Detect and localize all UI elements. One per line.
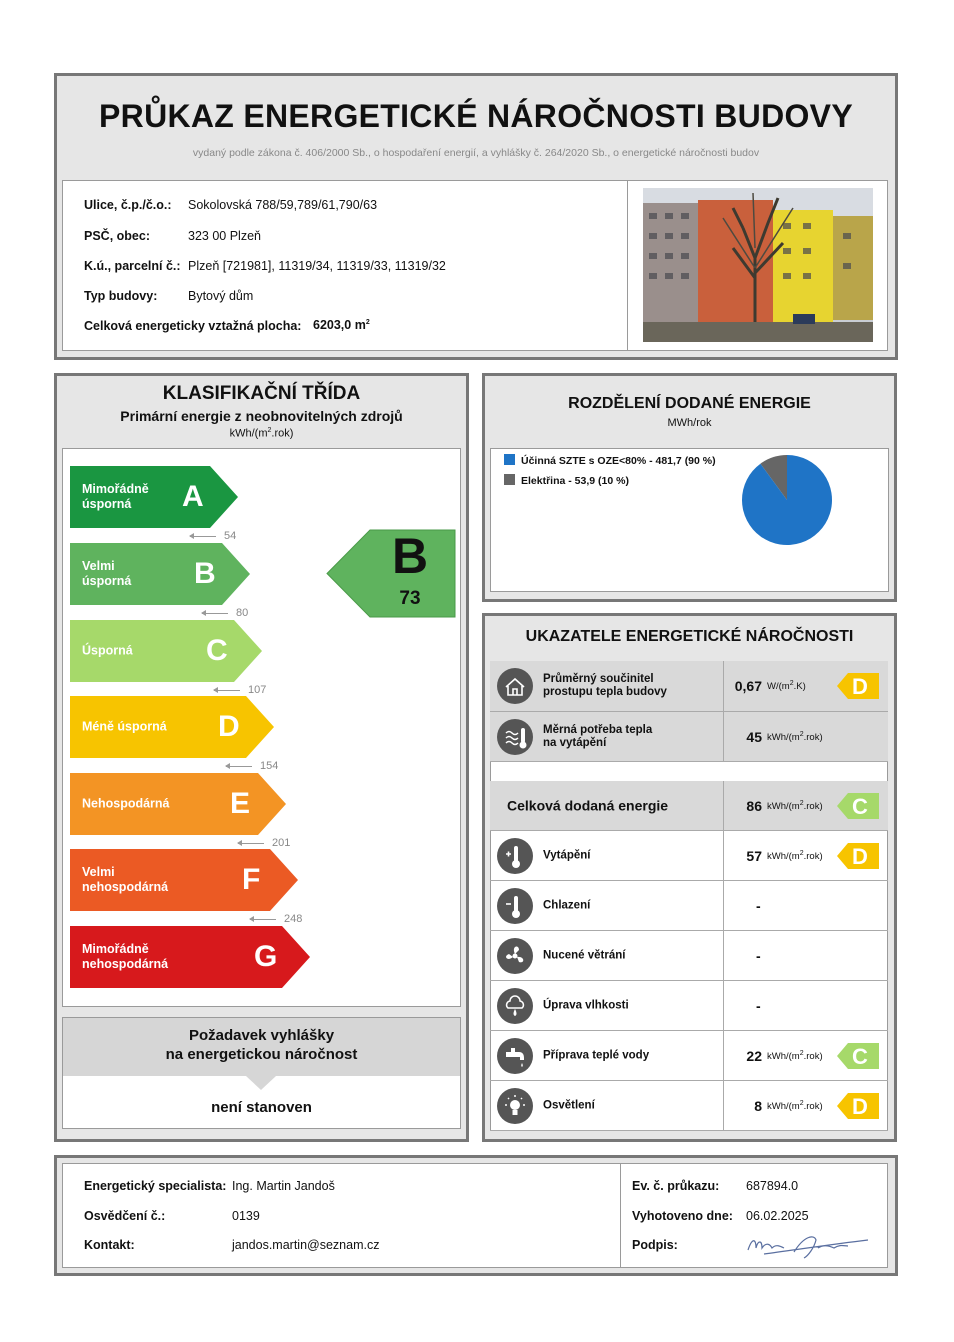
indicator-name: Úprava vlhkosti — [543, 999, 629, 1011]
parcel-label: K.ú., parcelní č.: — [84, 259, 181, 273]
column-divider — [723, 781, 724, 830]
energy-class-letter: E — [230, 787, 251, 820]
classification-title: KLASIFIKAČNÍ TŘÍDA — [162, 383, 361, 404]
area-value: 6203,0 $m^2$ — [313, 318, 370, 332]
indicator-unit: kWh/$(m^2.rok)$ — [767, 799, 823, 812]
class-threshold: 248 — [250, 913, 302, 925]
indicator-row — [490, 1031, 888, 1081]
column-divider — [723, 1031, 724, 1080]
column-divider — [723, 831, 724, 880]
energy-class-letter: B — [194, 557, 216, 590]
faucet-icon — [497, 1038, 533, 1074]
class-badge: C — [837, 793, 879, 819]
indicator-row — [490, 831, 888, 881]
building-type-value: Bytový dům — [188, 289, 254, 303]
cloud-drop-icon — [497, 988, 533, 1024]
issue-date-label: Vyhotoveno dne: — [632, 1209, 733, 1223]
class-threshold: 107 — [214, 684, 266, 696]
indicator-value: 0,67 — [734, 678, 762, 694]
indicator-unit: $W/(m^2.K)$ — [767, 679, 806, 693]
ev-number-label: Ev. č. průkazu: — [632, 1179, 720, 1193]
indicator-row — [490, 1081, 888, 1131]
indicator-unit: kWh/$(m^2.rok)$ — [767, 849, 823, 862]
document-subtitle: vydaný podle zákona č. 406/2000 Sb., o hospodaření energií, a vyhlášky č. 264/2020 Sb., o energetické náročnosti budov — [192, 147, 760, 159]
signature-label: Podpis: — [632, 1238, 678, 1252]
contact-value[interactable]: jandos.martin@seznam.cz — [232, 1238, 380, 1252]
distribution-unit: MWh/rok — [667, 417, 712, 429]
house-icon — [497, 668, 533, 704]
indicator-value: 57 — [746, 847, 762, 864]
building-type-label: Typ budovy: — [84, 289, 158, 303]
column-divider — [723, 981, 724, 1030]
requirement-title-line1: Požadavek vyhlášky — [188, 1027, 335, 1044]
energy-class-label: Nehospodárná — [82, 796, 170, 811]
indicator-name: Chlazení — [543, 899, 591, 911]
thermometer-minus-icon — [497, 888, 533, 924]
certificate-value: 0139 — [232, 1209, 260, 1223]
energy-class-f — [70, 849, 298, 911]
class-threshold: 154 — [226, 760, 278, 772]
thermometer-plus-icon — [497, 838, 533, 874]
energy-class-letter: D — [218, 710, 240, 743]
indicator-row — [490, 981, 888, 1031]
indicator-row — [490, 781, 888, 831]
street-value: Sokolovská 788/59,789/61,790/63 — [188, 198, 378, 212]
class-badge: D — [837, 1093, 879, 1119]
indicator-name: Měrná potřeba tepla na vytápění — [543, 723, 653, 749]
energy-class-letter: A — [182, 480, 204, 513]
class-badge: D — [837, 843, 879, 869]
specialist-value: Ing. Martin Jandoš — [232, 1179, 335, 1193]
indicator-row — [490, 661, 888, 712]
column-divider — [723, 931, 724, 980]
class-threshold: 80 — [202, 607, 248, 619]
class-threshold: 54 — [190, 530, 236, 542]
indicator-name: Průměrný součinitel prostupu tepla budovy — [543, 673, 667, 698]
area-label: Celková energeticky vztažná plocha: — [84, 319, 302, 333]
energy-class-e — [70, 773, 286, 835]
result-class-arrow — [326, 529, 456, 618]
indicator-unit: kWh/$(m^2.rok)$ — [767, 1099, 823, 1112]
indicator-name: Celková dodaná energie — [507, 797, 669, 813]
indicator-value: 8 — [754, 1097, 762, 1114]
indicator-row — [490, 931, 888, 981]
photo-divider — [627, 180, 628, 351]
energy-class-label: Méně úsporná — [82, 719, 167, 734]
distribution-pie-chart — [740, 453, 834, 547]
footer-divider — [620, 1163, 621, 1268]
indicator-unit: kWh/$(m^2.rok)$ — [767, 1049, 823, 1062]
requirement-value: není stanoven — [211, 1099, 312, 1116]
parcel-value: Plzeň [721981], 11319/34, 11319/33, 11319/32 — [188, 259, 446, 273]
contact-label: Kontakt: — [84, 1238, 135, 1252]
energy-class-c — [70, 620, 262, 682]
indicator-value: - — [756, 897, 761, 914]
legend-item-szte: Účinná SZTE s OZE<80% - 481,7 (90 %) — [504, 454, 716, 467]
energy-class-a — [70, 466, 238, 528]
column-divider — [723, 1081, 724, 1130]
result-class-letter: B — [391, 528, 429, 584]
legend-swatch — [504, 454, 515, 465]
indicator-unit: kWh/$(m^2.rok)$ — [767, 730, 823, 743]
indicator-value: 45 — [746, 728, 762, 745]
class-threshold: 201 — [238, 837, 290, 849]
legend-item-electricity: Elektřina - 53,9 (10 %) — [504, 474, 629, 487]
certificate-label: Osvědčení č.: — [84, 1209, 166, 1223]
class-badge: C — [837, 1043, 879, 1069]
energy-class-letter: C — [206, 634, 228, 667]
indicator-row — [490, 712, 888, 762]
legend-swatch — [504, 474, 515, 485]
column-divider — [723, 661, 724, 711]
indicator-value: - — [756, 997, 761, 1014]
indicator-value: 86 — [746, 797, 762, 814]
energy-class-g — [70, 926, 310, 988]
requirement-pointer — [246, 1076, 276, 1090]
zip-label: PSČ, obec: — [84, 229, 150, 243]
indicator-value: - — [756, 947, 761, 964]
energy-class-label: Velmi nehospodárná — [82, 865, 169, 894]
energy-class-letter: G — [254, 940, 278, 973]
energy-class-label: Mimořádně úsporná — [82, 482, 149, 511]
classification-subtitle: Primární energie z neobnovitelných zdrojů — [120, 408, 403, 424]
indicator-row — [490, 881, 888, 931]
energy-class-label: Mimořádně nehospodárná — [82, 942, 169, 971]
zip-value: 323 00 Plzeň — [188, 229, 261, 243]
classification-unit: kWh/$(m^2.rok)$ — [229, 427, 294, 440]
indicators-title: UKAZATELE ENERGETICKÉ NÁROČNOSTI — [525, 628, 854, 645]
indicator-name: Příprava teplé vody — [543, 1049, 650, 1061]
indicator-value: 22 — [746, 1047, 762, 1064]
heating-waves-icon — [497, 719, 533, 755]
energy-class-letter: F — [242, 863, 261, 896]
column-divider — [723, 881, 724, 930]
building-photo — [643, 188, 873, 342]
pie-slice-0 — [742, 455, 832, 545]
issue-date-value: 06.02.2025 — [746, 1209, 809, 1223]
indicator-name: Vytápění — [543, 849, 591, 861]
column-divider — [723, 712, 724, 761]
distribution-title: ROZDĚLENÍ DODANÉ ENERGIE — [568, 395, 811, 412]
energy-class-label: Velmi úsporná — [82, 559, 132, 588]
light-bulb-icon — [497, 1088, 533, 1124]
result-class-value: 73 — [399, 588, 421, 609]
ev-number-value: 687894.0 — [746, 1179, 799, 1193]
specialist-label: Energetický specialista: — [84, 1179, 227, 1193]
energy-class-label: Úsporná — [82, 643, 133, 658]
indicator-name: Nucené větrání — [543, 949, 626, 961]
energy-class-d — [70, 696, 274, 758]
signature-image — [744, 1230, 872, 1262]
document-title: PRŮKAZ ENERGETICKÉ NÁROČNOSTI BUDOVY — [99, 98, 853, 134]
class-badge: D — [837, 673, 879, 699]
indicator-name: Osvětlení — [543, 1099, 595, 1111]
requirement-title-line2: na energetickou náročnost — [165, 1046, 358, 1063]
fan-icon — [497, 938, 533, 974]
energy-class-b — [70, 543, 250, 605]
street-label: Ulice, č.p./č.o.: — [84, 198, 172, 212]
